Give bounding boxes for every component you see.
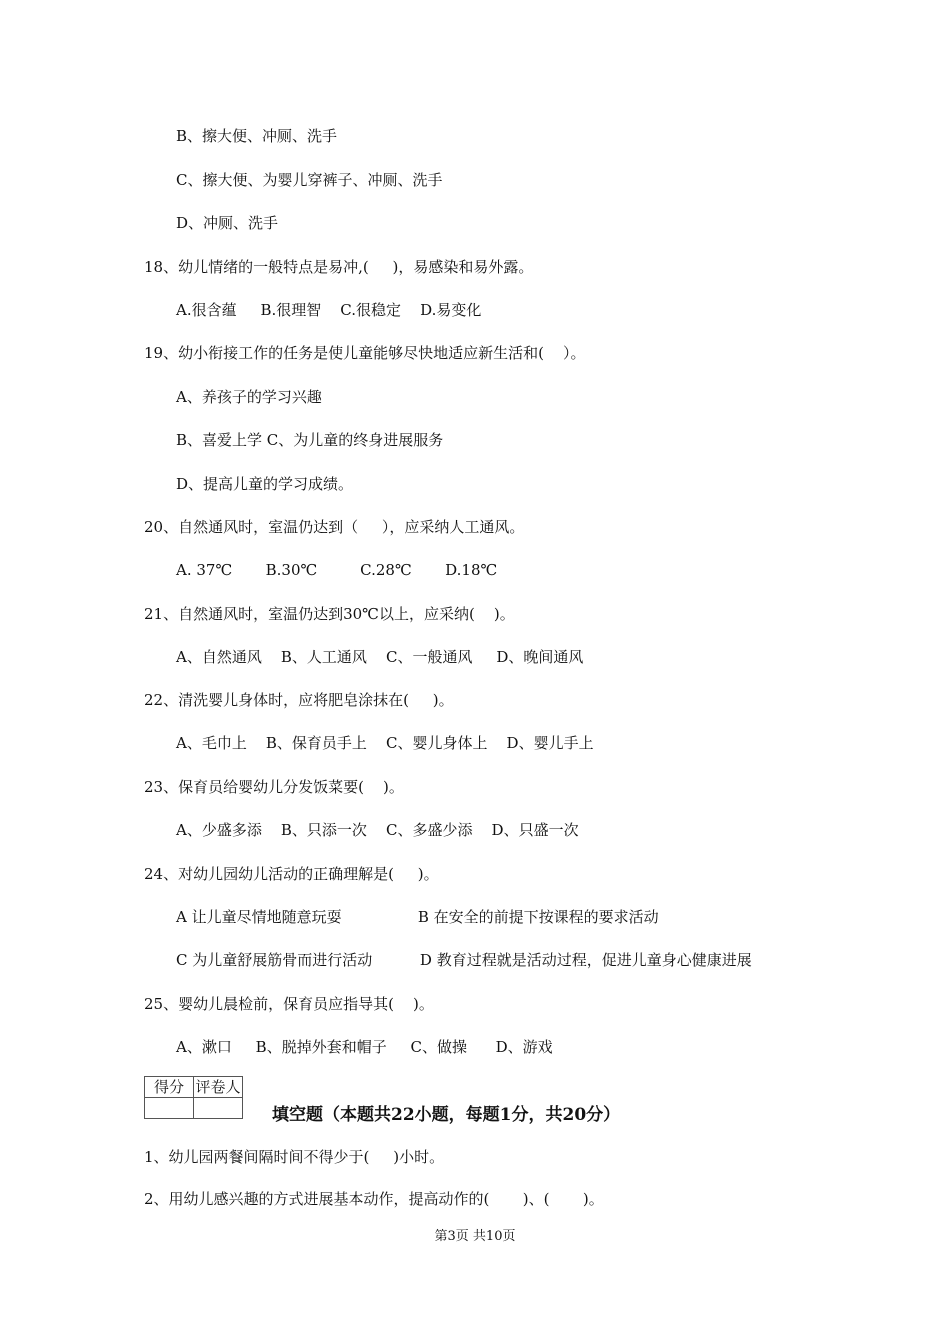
option-text: C、擦大便、为婴儿穿裤子、冲厕、洗手: [176, 171, 443, 189]
question-18: 18、幼儿情绪的一般特点是易冲,( )，易感染和易外露。: [144, 258, 534, 276]
option-text: A. 37℃ B.30℃ C.28℃ D.18℃: [176, 561, 498, 579]
fill-question-2: 2、用幼儿感兴趣的方式进展基本动作，提高动作的( )、( )。: [144, 1190, 604, 1208]
option-text: A 让儿童尽情地随意玩耍 B 在安全的前提下按课程的要求活动: [176, 908, 659, 926]
option-text: A、漱口 B、脱掉外套和帽子 C、做操 D、游戏: [176, 1038, 553, 1056]
option-text: C 为儿童舒展筋骨而进行活动 D 教育过程就是活动过程，促进儿童身心健康进展: [176, 951, 752, 969]
option-text: B、擦大便、冲厕、洗手: [176, 127, 338, 145]
score-header: 得分: [145, 1077, 194, 1098]
section-title: 填空题（本题共22小题，每题1分，共20分）: [272, 1105, 621, 1125]
option-text: A.很含蕴 B.很理智 C.很稳定 D.易变化: [176, 301, 482, 319]
option-text: D、提高儿童的学习成绩。: [176, 475, 354, 493]
option-text: A、自然通风 B、人工通风 C、一般通风 D、晚间通风: [176, 648, 584, 666]
page-footer: 第3页 共10页: [434, 1229, 516, 1244]
option-text: A、毛巾上 B、保育员手上 C、婴儿身体上 D、婴儿手上: [176, 734, 594, 752]
question-21: 21、自然通风时，室温仍达到30℃以上，应采纳( )。: [144, 605, 515, 623]
score-table: [144, 1076, 243, 1119]
fill-question-1: 1、幼儿园两餐间隔时间不得少于( )小时。: [144, 1148, 445, 1166]
grader-cell: [194, 1098, 243, 1119]
question-24: 24、对幼儿园幼儿活动的正确理解是( )。: [144, 865, 439, 883]
option-text: B、喜爱上学 C、为儿童的终身进展服务: [176, 431, 444, 449]
question-25: 25、婴幼儿晨检前，保育员应指导其( )。: [144, 995, 434, 1013]
question-20: 20、自然通风时，室温仍达到（ ），应采纳人工通风。: [144, 518, 525, 536]
question-22: 22、清洗婴儿身体时，应将肥皂涂抹在( )。: [144, 691, 454, 709]
option-text: D、冲厕、洗手: [176, 214, 279, 232]
option-text: A、养孩子的学习兴趣: [176, 388, 322, 406]
question-23: 23、保育员给婴幼儿分发饭菜要( )。: [144, 778, 404, 796]
question-19: 19、幼小衔接工作的任务是使儿童能够尽快地适应新生活和( ）。: [144, 344, 586, 362]
grader-header: 评卷人: [195, 1078, 241, 1096]
option-text: A、少盛多添 B、只添一次 C、多盛少添 D、只盛一次: [176, 821, 579, 839]
score-cell: [145, 1098, 194, 1119]
